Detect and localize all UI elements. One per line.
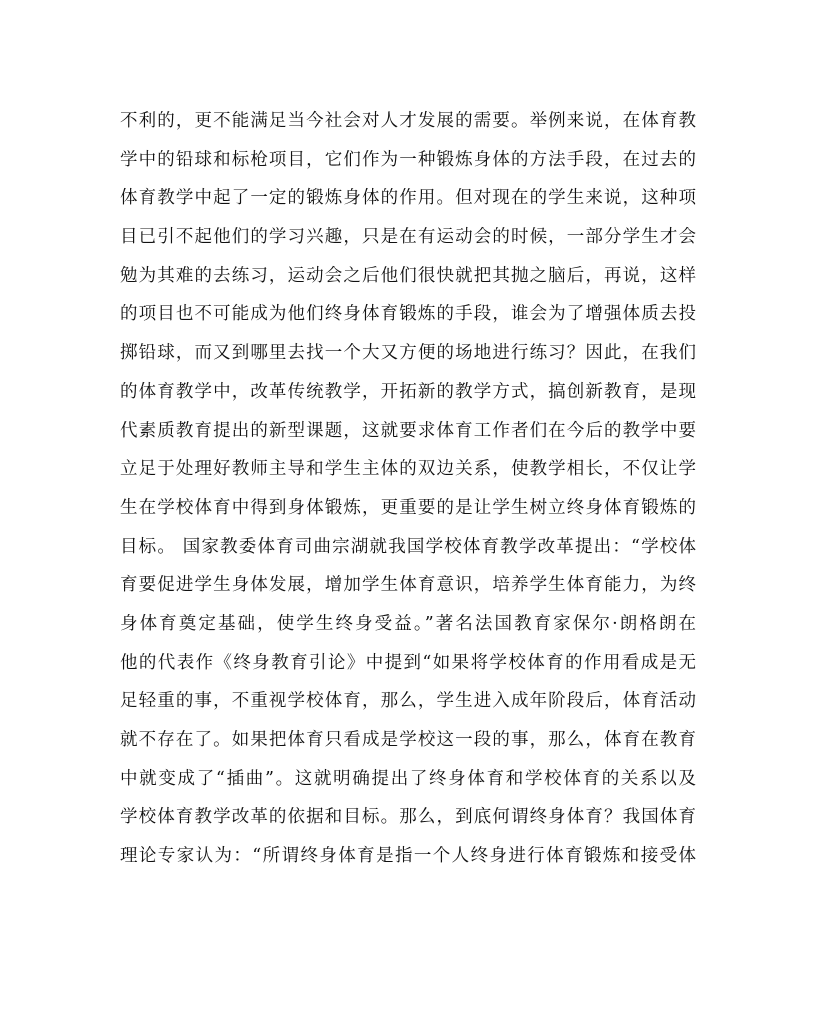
text-line: 学中的铅球和标枪项目，它们作为一种锻炼身体的方法手段，在过去的	[120, 149, 696, 170]
text-line: 中就变成了“插曲”。这就明确提出了终身体育和学校体育的关系以及	[120, 768, 696, 789]
text-line: 掷铅球，而又到哪里去找一个大又方便的场地进行练习？因此，在我们	[120, 343, 696, 364]
text-line: 育要促进学生身体发展，增加学生体育意识，培养学生体育能力，为终	[120, 575, 696, 596]
text-line: 他的代表作《终身教育引论》中提到“如果将学校体育的作用看成是无	[120, 652, 696, 673]
text-line: 就不存在了。如果把体育只看成是学校这一段的事，那么，体育在教育	[120, 730, 696, 750]
text-line: 勉为其难的去练习，运动会之后他们很快就把其抛之脑后，再说，这样	[120, 265, 696, 286]
text-line: 学校体育教学改革的依据和目标。那么，到底何谓终身体育？我国体育	[120, 807, 696, 828]
text-line: 代素质教育提出的新型课题，这就要求体育工作者们在今后的教学中要	[120, 420, 696, 441]
text-line: 的体育教学中，改革传统教学，开拓新的教学方式，搞创新教育，是现	[120, 381, 696, 402]
text-line: 的项目也不可能成为他们终身体育锻炼的手段，谁会为了增强体质去投	[120, 304, 696, 325]
text-line: 身体育奠定基础，使学生终身受益。”著名法国教育家保尔·朗格朗在	[120, 613, 696, 634]
text-line: 不利的，更不能满足当今社会对人才发展的需要。举例来说，在体育教	[120, 111, 696, 131]
text-line: 足轻重的事，不重视学校体育，那么，学生进入成年阶段后，体育活动	[120, 691, 696, 712]
text-line: 立足于处理好教师主导和学生主体的双边关系，使教学相长，不仅让学	[120, 459, 696, 480]
text-line: 理论专家认为：“所谓终身体育是指一个人终身进行体育锻炼和接受体	[120, 846, 696, 867]
text-line: 目标。 国家教委体育司曲宗湖就我国学校体育教学改革提出：“学校体	[120, 536, 696, 557]
text-line: 体育教学中起了一定的锻炼身体的作用。但对现在的学生来说，这种项	[120, 188, 696, 209]
text-line: 目已引不起他们的学习兴趣，只是在有运动会的时候，一部分学生才会	[120, 227, 696, 248]
body-paragraph	[120, 102, 696, 876]
text-line: 生在学校体育中得到身体锻炼，更重要的是让学生树立终身体育锻炼的	[120, 497, 696, 518]
